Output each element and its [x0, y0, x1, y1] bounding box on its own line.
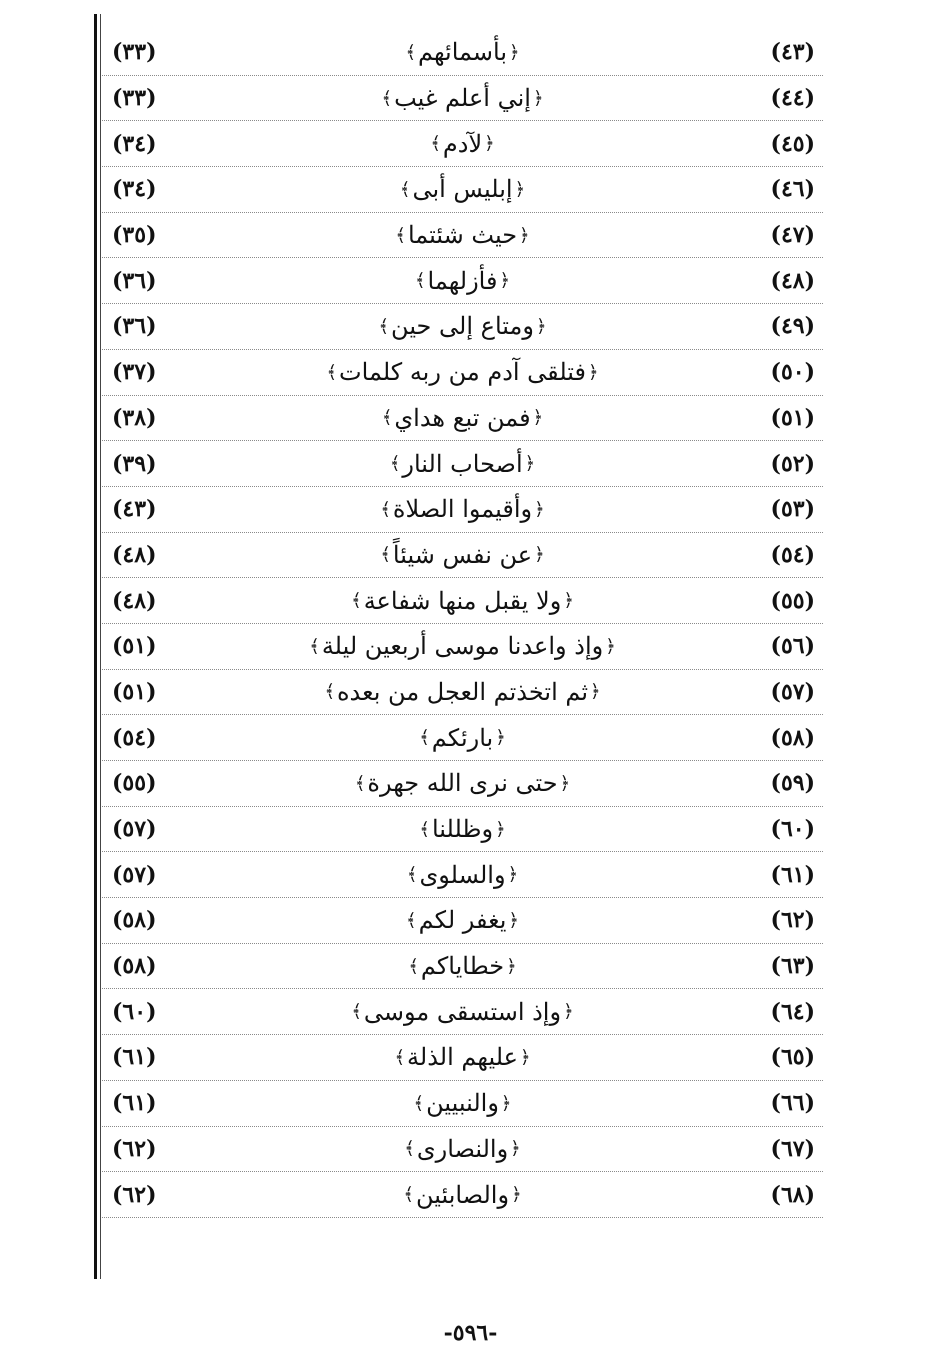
- table-row: [102, 441, 823, 487]
- phrase-text: وإذ استسقى موسى: [363, 997, 562, 1026]
- table-row: [102, 944, 823, 990]
- phrase-text: إبليس أبى: [412, 175, 513, 204]
- ornate-bracket-open: ﴿: [559, 772, 571, 794]
- ornate-bracket-close: ﴾: [419, 727, 430, 749]
- ornate-bracket-close: ﴾: [404, 1138, 415, 1160]
- page-reference: (٥٨): [112, 953, 157, 980]
- phrase-text: عليهم الذلة: [407, 1043, 518, 1072]
- ornate-bracket-open: ﴿: [532, 407, 544, 429]
- quran-phrase: [222, 441, 703, 486]
- ornate-bracket-close: ﴾: [381, 87, 393, 109]
- ornate-bracket-open: ﴿: [587, 361, 599, 383]
- quran-phrase: [222, 715, 703, 760]
- table-row: [102, 121, 823, 167]
- table-row: [102, 350, 823, 396]
- table-row: [102, 304, 823, 350]
- quran-phrase: [222, 1172, 703, 1217]
- page-reference: (٥٤): [112, 724, 157, 751]
- ornate-bracket-close: ﴾: [309, 635, 320, 657]
- quran-phrase: [222, 213, 703, 258]
- quran-phrase: [222, 258, 703, 303]
- entry-number: (٥٨): [770, 724, 815, 751]
- page-reference: (٥١): [112, 678, 157, 705]
- page-reference: (٤٨): [112, 587, 157, 614]
- entry-number: (٥٢): [770, 450, 815, 477]
- ornate-bracket-close: ﴾: [380, 498, 391, 520]
- quran-phrase: [222, 76, 703, 121]
- table-row: [102, 761, 823, 807]
- phrase-text: وإذ واعدنا موسى أربعين ليلة: [321, 632, 604, 661]
- table-row: [102, 989, 823, 1035]
- ornate-bracket-close: ﴾: [405, 41, 416, 63]
- ornate-bracket-open: ﴿: [506, 955, 517, 977]
- ornate-bracket-open: ﴿: [500, 1092, 512, 1114]
- table-row: [102, 76, 823, 122]
- page-reference: (٣٩): [112, 450, 157, 477]
- phrase-text: خطاياكم: [420, 952, 505, 981]
- phrase-text: ثم اتخذتم العجل من بعده: [336, 677, 589, 706]
- quran-phrase: [222, 624, 703, 669]
- phrase-text: فأزلهما: [427, 266, 498, 295]
- table-row: [102, 578, 823, 624]
- table-row: [102, 487, 823, 533]
- entry-number: (٦٧): [770, 1135, 815, 1162]
- entry-number: (٥١): [770, 404, 815, 431]
- table-row: [102, 670, 823, 716]
- table-row: [102, 1127, 823, 1173]
- ornate-bracket-open: ﴿: [495, 818, 506, 840]
- page-reference: (٦٠): [112, 998, 157, 1025]
- entry-number: (٥٤): [770, 541, 815, 568]
- page-reference: (٥٧): [112, 861, 157, 888]
- quran-phrase: [222, 852, 703, 897]
- table-row: [102, 30, 823, 76]
- entry-number: (٦١): [770, 861, 815, 888]
- page-reference: (٥٧): [112, 816, 157, 843]
- page-reference: (٣٦): [112, 267, 157, 294]
- phrase-text: عن نفس شيئاً: [392, 540, 533, 569]
- table-row: [102, 533, 823, 579]
- entry-number: (٤٣): [770, 39, 815, 66]
- ornate-bracket-open: ﴿: [508, 909, 519, 931]
- quran-phrase: [222, 807, 703, 852]
- ornate-bracket-open: ﴿: [590, 681, 601, 703]
- page-reference: (٣٤): [112, 176, 157, 203]
- ornate-bracket-close: ﴾: [351, 590, 362, 612]
- phrase-text: والنبيين: [426, 1089, 499, 1118]
- quran-phrase: [222, 898, 703, 943]
- ornate-bracket-open: ﴿: [535, 315, 547, 337]
- entry-number: (٦٣): [770, 953, 815, 980]
- ornate-bracket-open: ﴿: [532, 87, 544, 109]
- table-row: [102, 1081, 823, 1127]
- quran-phrase: [222, 1035, 703, 1080]
- phrase-text: فمن تبع هداي: [394, 403, 531, 432]
- ornate-bracket-open: ﴿: [605, 635, 616, 657]
- ornate-bracket-close: ﴾: [380, 544, 391, 566]
- ornate-bracket-open: ﴿: [519, 1046, 531, 1068]
- quran-phrase: [222, 1127, 703, 1172]
- page-reference: (٦٢): [112, 1181, 157, 1208]
- ornate-bracket-open: ﴿: [563, 1001, 574, 1023]
- table-row: [102, 396, 823, 442]
- phrase-text: إني أعلم غيب: [394, 84, 531, 113]
- entry-number: (٦٥): [770, 1044, 815, 1071]
- phrase-text: والسلوى: [419, 860, 506, 889]
- table-row: [102, 715, 823, 761]
- page-reference: (٣٤): [112, 130, 157, 157]
- ornate-bracket-close: ﴾: [326, 361, 338, 383]
- quran-phrase: [222, 487, 703, 532]
- ornate-bracket-open: ﴿: [511, 1184, 522, 1206]
- ornate-bracket-close: ﴾: [324, 681, 335, 703]
- page-reference: (٦١): [112, 1090, 157, 1117]
- quran-phrase: [222, 30, 703, 75]
- entry-number: (٦٤): [770, 998, 815, 1025]
- quran-phrase: [222, 533, 703, 578]
- entry-number: (٤٩): [770, 313, 815, 340]
- ornate-bracket-close: ﴾: [394, 1046, 406, 1068]
- quran-phrase: [222, 761, 703, 806]
- quran-phrase: [222, 396, 703, 441]
- phrase-text: وظللنا: [431, 815, 494, 844]
- table-row: [102, 258, 823, 304]
- ornate-bracket-close: ﴾: [419, 818, 430, 840]
- page-reference: (٣٧): [112, 359, 157, 386]
- quran-phrase: [222, 304, 703, 349]
- entry-number: (٦٢): [770, 907, 815, 934]
- table-row: [102, 1035, 823, 1081]
- entry-number: (٥٣): [770, 496, 815, 523]
- entry-number: (٥٩): [770, 770, 815, 797]
- phrase-text: لآدم: [442, 129, 483, 158]
- quran-phrase: [222, 167, 703, 212]
- quran-phrase: [222, 670, 703, 715]
- ornate-bracket-open: ﴿: [514, 178, 526, 200]
- ornate-bracket-open: ﴿: [499, 270, 511, 292]
- ornate-bracket-open: ﴿: [534, 498, 545, 520]
- quran-phrase: [222, 578, 703, 623]
- phrase-text: والنصارى: [416, 1134, 509, 1163]
- phrase-text: بارئكم: [431, 723, 494, 752]
- ornate-bracket-close: ﴾: [389, 453, 401, 475]
- ornate-bracket-close: ﴾: [408, 955, 419, 977]
- table-row: [102, 213, 823, 259]
- entry-number: (٥٠): [770, 359, 815, 386]
- ornate-bracket-close: ﴾: [403, 1184, 414, 1206]
- table-row: [102, 852, 823, 898]
- phrase-text: حيث شئتما: [407, 221, 518, 250]
- entry-number: (٥٧): [770, 678, 815, 705]
- ornate-bracket-close: ﴾: [395, 224, 406, 246]
- page-reference: (٣٨): [112, 404, 157, 431]
- phrase-text: ولا يقبل منها شفاعة: [363, 586, 562, 615]
- ornate-bracket-close: ﴾: [399, 178, 411, 200]
- entry-number: (٤٦): [770, 176, 815, 203]
- ornate-bracket-open: ﴿: [509, 41, 520, 63]
- ornate-bracket-open: ﴿: [484, 133, 495, 155]
- phrase-text: ومتاع إلى حين: [391, 312, 534, 341]
- ornate-bracket-open: ﴿: [563, 590, 574, 612]
- table-row: [102, 167, 823, 213]
- ornate-bracket-close: ﴾: [378, 315, 390, 337]
- page-reference: (٣٣): [112, 85, 157, 112]
- entry-number: (٤٨): [770, 267, 815, 294]
- entry-number: (٤٧): [770, 222, 815, 249]
- entry-number: (٤٤): [770, 85, 815, 112]
- entry-number: (٥٦): [770, 633, 815, 660]
- page-reference: (٥٥): [112, 770, 157, 797]
- ornate-bracket-close: ﴾: [413, 1092, 425, 1114]
- phrase-text: حتى نرى الله جهرة: [367, 769, 558, 798]
- phrase-text: يغفر لكم: [418, 906, 507, 935]
- phrase-text: أصحاب النار: [402, 449, 523, 478]
- page-reference: (٦٢): [112, 1135, 157, 1162]
- page-reference: (٤٨): [112, 541, 157, 568]
- index-table: [102, 30, 823, 1218]
- page-number: -٥٩٦-: [443, 1320, 498, 1346]
- page-reference: (٣٥): [112, 222, 157, 249]
- ornate-bracket-close: ﴾: [414, 270, 426, 292]
- entry-number: (٤٥): [770, 130, 815, 157]
- quran-phrase: [222, 121, 703, 166]
- ornate-bracket-close: ﴾: [430, 133, 441, 155]
- table-row: [102, 898, 823, 944]
- ornate-bracket-close: ﴾: [406, 909, 417, 931]
- ornate-bracket-open: ﴿: [519, 224, 530, 246]
- entry-number: (٥٥): [770, 587, 815, 614]
- page-reference: (٥١): [112, 633, 157, 660]
- entry-number: (٦٦): [770, 1090, 815, 1117]
- phrase-text: وأقيموا الصلاة: [392, 495, 533, 524]
- page-reference: (٥٨): [112, 907, 157, 934]
- table-row: [102, 1172, 823, 1218]
- quran-phrase: [222, 350, 703, 395]
- ornate-bracket-open: ﴿: [524, 453, 536, 475]
- phrase-text: بأسمائهم: [418, 38, 508, 67]
- page-reference: (٦١): [112, 1044, 157, 1071]
- ornate-bracket-close: ﴾: [351, 1001, 362, 1023]
- entry-number: (٦٠): [770, 816, 815, 843]
- page-reference: (٣٦): [112, 313, 157, 340]
- entry-number: (٦٨): [770, 1181, 815, 1208]
- ornate-bracket-open: ﴿: [495, 727, 506, 749]
- ornate-bracket-open: ﴿: [510, 1138, 521, 1160]
- margin-rule-inner: [100, 14, 101, 1279]
- table-row: [102, 624, 823, 670]
- table-row: [102, 807, 823, 853]
- margin-rule: [94, 14, 97, 1279]
- quran-phrase: [222, 1081, 703, 1126]
- quran-phrase: [222, 944, 703, 989]
- phrase-text: والصابئين: [415, 1180, 510, 1209]
- ornate-bracket-open: ﴿: [534, 544, 545, 566]
- ornate-bracket-close: ﴾: [381, 407, 393, 429]
- ornate-bracket-close: ﴾: [354, 772, 366, 794]
- page-reference: (٤٣): [112, 496, 157, 523]
- quran-phrase: [222, 989, 703, 1034]
- ornate-bracket-open: ﴿: [507, 864, 519, 886]
- ornate-bracket-close: ﴾: [406, 864, 418, 886]
- page-reference: (٣٣): [112, 39, 157, 66]
- phrase-text: فتلقى آدم من ربه كلمات: [339, 358, 586, 387]
